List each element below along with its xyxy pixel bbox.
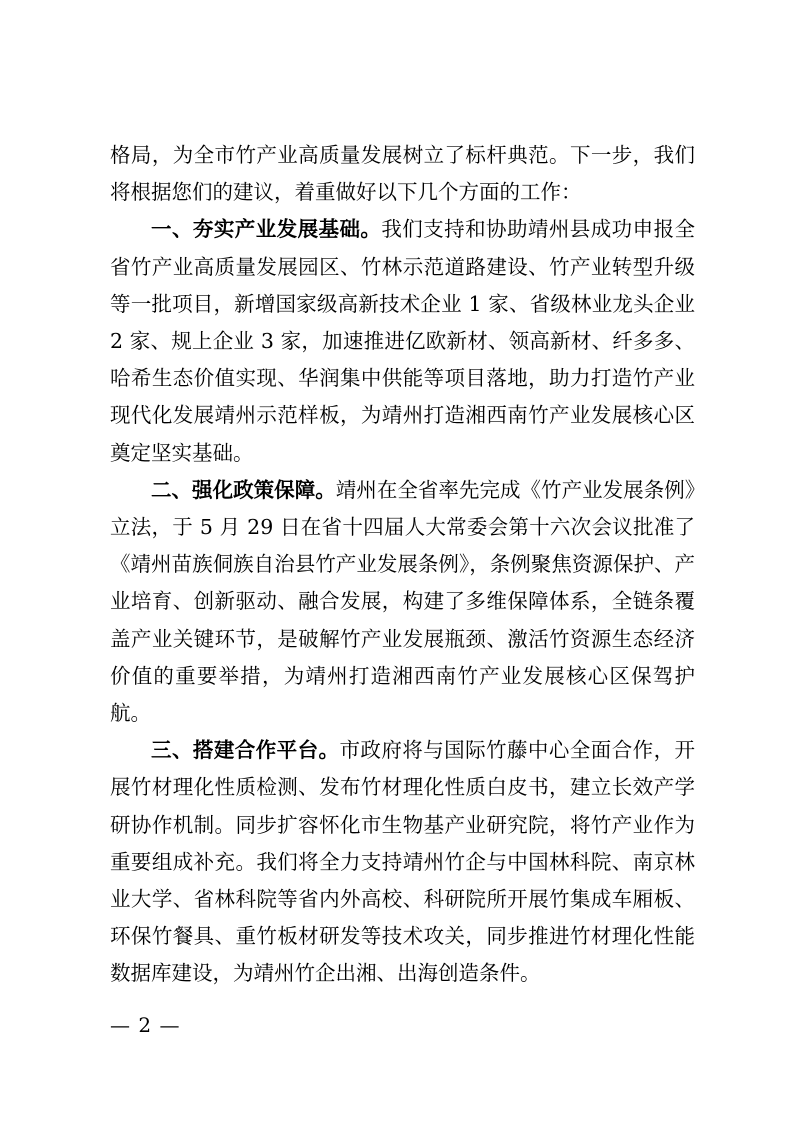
paragraph-intro: [110, 137, 695, 211]
paragraph-section-3: [110, 732, 695, 992]
paragraph-text: 我们支持和协助靖州县成功申报全省竹产业高质量发展园区、竹林示范道路建设、竹产业转型升级等一批项目，新增国家级高新技术企业 1 家、省级林业龙头企业 2 家、规上企业 3 家，加速推进亿欧新材、领高新材、纤多多、哈希生态价值实现、华润集中供能等项目落地，助力打造竹产业现代化发展靖州示范样板，为靖州打造湘西南竹产业发展核心区奠定坚实基础。: [110, 217, 696, 465]
section-heading: 一、夯实产业发展基础。: [151, 217, 382, 242]
paragraph-text: 市政府将与国际竹藤中心全面合作，开展竹材理化性质检测、发布竹材理化性质白皮书，建立长效产学研协作机制。同步扩容怀化市生物基产业研究院，将竹产业作为重要组成补充。我们将全力支持靖州竹企与中国林科院、南京林业大学、省林科院等省内外高校、科研院所开展竹集成车厢板、环保竹餐具、重竹板材研发等技术攻关，同步推进竹材理化性能数据库建设，为靖州竹企出湘、出海创造条件。: [110, 738, 696, 986]
paragraph-section-1: [110, 211, 695, 471]
paragraph-text: 格局，为全市竹产业高质量发展树立了标杆典范。下一步，我们将根据您们的建议，着重做好以下几个方面的工作：: [110, 143, 695, 205]
section-heading: 三、搭建合作平台。: [151, 738, 340, 763]
section-heading: 二、强化政策保障。: [151, 477, 336, 502]
paragraph-text: 靖州在全省率先完成《竹产业发展条例》立法，于 5 月 29 日在省十四届人大常委会第十六次会议批准了《靖州苗族侗族自治县竹产业发展条例》，条例聚焦资源保护、产业培育、创新驱动、融合发展，构建了多维保障体系，全链条覆盖产业关键环节，是破解竹产业发展瓶颈、激活竹资源生态经济价值的重要举措，为靖州打造湘西南竹产业发展核心区保驾护航。: [110, 477, 696, 726]
document-body: [110, 137, 695, 993]
page-number: — 2 —: [110, 1013, 181, 1037]
paragraph-section-2: [110, 472, 695, 732]
